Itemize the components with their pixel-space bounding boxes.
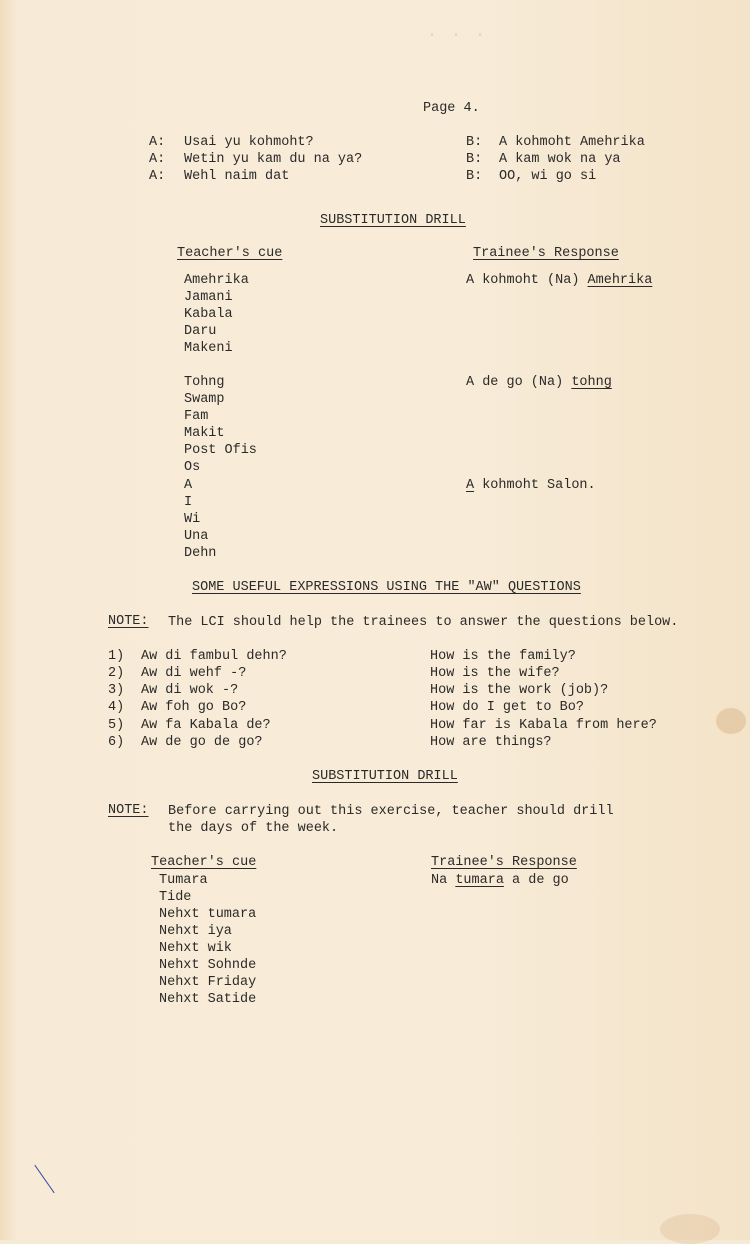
drill1-response-3 <box>466 477 596 494</box>
cue-item: I <box>184 495 193 510</box>
expression-english: How is the wife? <box>430 666 560 681</box>
response-underlined: tohng <box>571 375 612 390</box>
cue-item: Nehxt tumara <box>159 907 257 922</box>
drill1-cue-header: Teacher's cue <box>177 246 283 261</box>
dialogue-b-label: B: <box>466 169 483 184</box>
expression-english: How far is Kabala from here? <box>430 718 657 733</box>
cue-item: Jamani <box>184 290 233 305</box>
dialogue-b-text: A kohmoht Amehrika <box>499 135 645 150</box>
dialogue-a-label: A: <box>149 152 166 167</box>
drill1-response-header: Trainee's Response <box>473 246 619 261</box>
cue-item: Tumara <box>159 873 208 888</box>
expression-krio: Aw di fambul dehn? <box>141 649 287 664</box>
cue-item: Daru <box>184 324 217 339</box>
expression-number: 2) <box>108 666 125 681</box>
cue-item: Amehrika <box>184 273 249 288</box>
cue-item: Nehxt Satide <box>159 992 257 1007</box>
expression-number: 5) <box>108 718 125 733</box>
cue-item: Swamp <box>184 392 225 407</box>
expression-number: 3) <box>108 683 125 698</box>
cue-item: Wi <box>184 512 201 527</box>
expression-krio: Aw foh go Bo? <box>141 700 247 715</box>
dialogue-a-text: Wehl naim dat <box>184 169 290 184</box>
dialogue-b-text: A kam wok na ya <box>499 152 621 167</box>
bleed-through-text: . . . <box>318 20 487 43</box>
drill2-note-label: NOTE: <box>108 803 149 818</box>
drill2-note-line: the days of the week. <box>168 821 339 836</box>
response-underlined: Amehrika <box>587 273 653 288</box>
cue-item: Os <box>184 460 201 475</box>
cue-item: Makeni <box>184 341 233 356</box>
expression-number: 4) <box>108 700 125 715</box>
expression-english: How do I get to Bo? <box>430 700 584 715</box>
cue-item: Fam <box>184 409 209 424</box>
response-underlined: tumara <box>455 873 504 888</box>
cue-item: Nehxt Friday <box>159 975 257 990</box>
page-number: Page 4. <box>423 101 480 116</box>
expression-krio: Aw de go de go? <box>141 735 263 750</box>
expression-krio: Aw fa Kabala de? <box>141 718 271 733</box>
response-text: A de go (Na) <box>466 375 572 390</box>
cue-item: Nehxt Sohnde <box>159 958 257 973</box>
response-text: a de go <box>503 873 569 888</box>
expression-krio: Aw di wok -? <box>141 683 239 698</box>
response-text: A kohmoht (Na) <box>466 273 588 288</box>
expression-english: How are things? <box>430 735 552 750</box>
drill2-response-header: Trainee's Response <box>431 855 577 870</box>
cue-item: A <box>184 478 193 493</box>
drill2-note-line: Before carrying out this exercise, teacher should drill <box>168 804 614 819</box>
drill1-title: SUBSTITUTION DRILL <box>320 213 466 228</box>
dialogue-b-label: B: <box>466 152 483 167</box>
dialogue-b-text: OO, wi go si <box>499 169 597 184</box>
cue-item: Nehxt iya <box>159 924 232 939</box>
expression-number: 6) <box>108 735 125 750</box>
expressions-note-text: The LCI should help the trainees to answer the questions below. <box>168 615 679 630</box>
expression-number: 1) <box>108 649 125 664</box>
drill2-title: SUBSTITUTION DRILL <box>312 769 458 784</box>
drill2-response <box>431 872 569 889</box>
dialogue-a-label: A: <box>149 135 166 150</box>
cue-item: Dehn <box>184 546 217 561</box>
drill1-response-2 <box>466 374 612 391</box>
dialogue-a-text: Usai yu kohmoht? <box>184 135 314 150</box>
expressions-note-label: NOTE: <box>108 614 149 629</box>
dialogue-a-text: Wetin yu kam du na ya? <box>184 152 363 167</box>
expressions-title: SOME USEFUL EXPRESSIONS USING THE "AW" QUESTIONS <box>192 580 581 595</box>
dialogue-b-label: B: <box>466 135 483 150</box>
response-underlined: A <box>466 478 475 493</box>
expression-english: How is the family? <box>430 649 576 664</box>
cue-item: Una <box>184 529 209 544</box>
cue-item: Tide <box>159 890 192 905</box>
drill1-response-1 <box>466 272 652 289</box>
cue-item: Tohng <box>184 375 225 390</box>
cue-item: Post Ofis <box>184 443 257 458</box>
cue-item: Kabala <box>184 307 233 322</box>
ink-mark <box>34 1165 54 1193</box>
cue-item: Nehxt wik <box>159 941 232 956</box>
dialogue-a-label: A: <box>149 169 166 184</box>
drill2-cue-header: Teacher's cue <box>151 855 257 870</box>
paper-stain <box>716 708 746 734</box>
cue-item: Makit <box>184 426 225 441</box>
response-text: Na <box>431 873 456 888</box>
expression-english: How is the work (job)? <box>430 683 609 698</box>
response-text: kohmoht Salon. <box>474 478 596 493</box>
expression-krio: Aw di wehf -? <box>141 666 247 681</box>
